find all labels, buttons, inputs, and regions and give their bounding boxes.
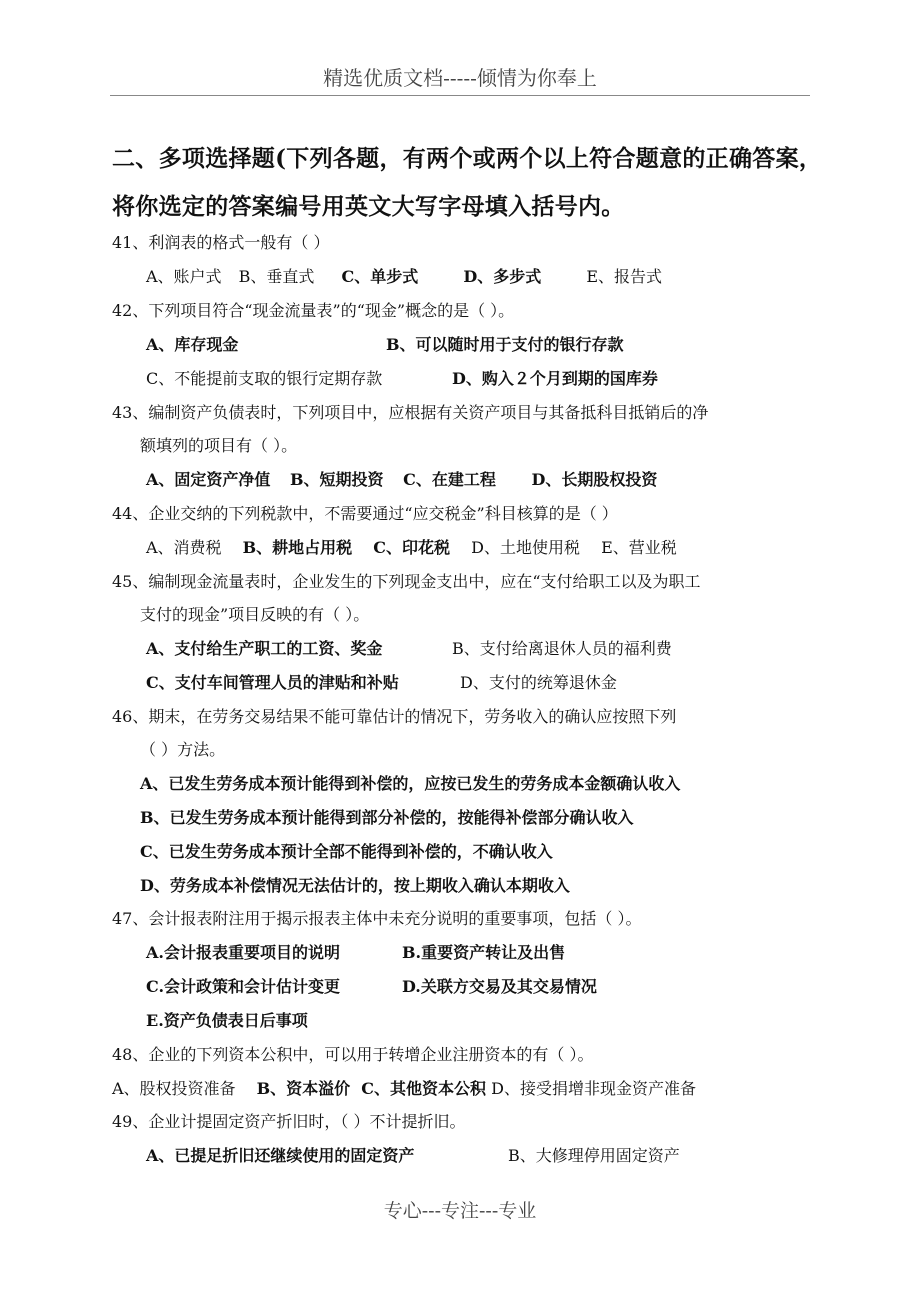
q44-stem: 44、企业交纳的下列税款中，不需要通过“应交税金”科目核算的是（ ） bbox=[112, 504, 618, 523]
q46-stem-line2: （ ）方法。 bbox=[140, 740, 226, 759]
q44-option-d: D、土地使用税 bbox=[471, 538, 580, 557]
q47-option-e: E.资产负债表日后事项 bbox=[146, 1011, 308, 1030]
q47-option-c: C.会计政策和会计估计变更 bbox=[146, 977, 341, 996]
q45-option-d: D、支付的统筹退休金 bbox=[460, 673, 617, 692]
q42-option-c: C、不能提前支取的银行定期存款 bbox=[146, 369, 383, 388]
q46-option-c: C、已发生劳务成本预计全部不能得到补偿的，不确认收入 bbox=[140, 842, 553, 861]
q49-option-b: B、大修理停用固定资产 bbox=[508, 1146, 680, 1165]
q43-option-a: A、固定资产净值 bbox=[146, 470, 271, 489]
q48-option-d: D、接受捐增非现金资产准备 bbox=[491, 1079, 696, 1098]
q46-stem-line1: 46、期末，在劳务交易结果不能可靠估计的情况下，劳务收入的确认应按照下列 bbox=[112, 707, 677, 726]
q43-option-c: C、在建工程 bbox=[403, 470, 496, 489]
q41-option-c: C、单步式 bbox=[341, 267, 419, 286]
q43-stem-line2: 额填列的项目有（ ）。 bbox=[140, 436, 298, 455]
q49-stem: 49、企业计提固定资产折旧时，（ ）不计提折旧。 bbox=[112, 1112, 466, 1131]
q44-options bbox=[146, 538, 677, 558]
q45-option-a: A、支付给生产职工的工资、奖金 bbox=[146, 639, 383, 658]
q48-options bbox=[112, 1079, 696, 1099]
q42-option-d: D、购入２个月到期的国库券 bbox=[452, 369, 658, 388]
q44-option-e: E、营业税 bbox=[601, 538, 677, 557]
q45-option-b: B、支付给离退休人员的福利费 bbox=[452, 639, 672, 658]
q43-stem-line1: 43、编制资产负债表时，下列项目中，应根据有关资产项目与其备抵科目抵销后的净 bbox=[112, 403, 709, 422]
header-divider bbox=[110, 95, 810, 96]
page-footer: 专心---专注---专业 bbox=[383, 1200, 537, 1222]
q48-stem: 48、企业的下列资本公积中，可以用于转增企业注册资本的有（ ）。 bbox=[112, 1045, 594, 1064]
q43-options bbox=[146, 470, 657, 490]
q44-option-c: C、印花税 bbox=[373, 538, 451, 557]
q41-option-a: A、账户式 bbox=[146, 267, 222, 286]
q48-option-b: B、资本溢价 bbox=[256, 1079, 351, 1098]
q48-option-c: C、其他资本公积 bbox=[361, 1079, 487, 1098]
q41-option-b: B、垂直式 bbox=[238, 267, 315, 286]
q45-stem-line1: 45、编制现金流量表时，企业发生的下列现金支出中，应在“支付给职工以及为职工 bbox=[112, 572, 701, 591]
section-title-line1: 二、多项选择题(下列各题，有两个或两个以上符合题意的正确答案， bbox=[112, 145, 823, 172]
q42-stem: 42、下列项目符合“现金流量表”的“现金”概念的是（ ）。 bbox=[112, 301, 515, 320]
q46-option-a: A、已发生劳务成本预计能得到补偿的，应按已发生的劳务成本金额确认收入 bbox=[140, 774, 681, 793]
page-header: 精选优质文档-----倾情为你奉上 bbox=[323, 66, 597, 90]
q45-option-c: C、支付车间管理人员的津贴和补贴 bbox=[146, 673, 399, 692]
q45-stem-line2: 支付的现金”项目反映的有（ ）。 bbox=[140, 605, 370, 624]
q44-option-a: A、消费税 bbox=[146, 538, 222, 557]
q42-option-b: B、可以随时用于支付的银行存款 bbox=[386, 335, 624, 354]
q43-option-b: B、短期投资 bbox=[290, 470, 384, 489]
q47-option-d: D.关联方交易及其交易情况 bbox=[402, 977, 597, 996]
q41-option-d: D、多步式 bbox=[463, 267, 542, 286]
q43-option-d: D、长期股权投资 bbox=[531, 470, 658, 489]
q42-option-a: A、库存现金 bbox=[146, 335, 239, 354]
q46-option-b: B、已发生劳务成本预计能得到部分补偿的，按能得补偿部分确认收入 bbox=[140, 808, 634, 827]
q41-option-e: E、报告式 bbox=[586, 267, 663, 286]
q41-stem: 41、利润表的格式一般有（ ） bbox=[112, 233, 330, 252]
q49-option-a: A、已提足折旧还继续使用的固定资产 bbox=[146, 1146, 415, 1165]
q44-option-b: B、耕地占用税 bbox=[242, 538, 353, 557]
q41-options bbox=[146, 267, 662, 287]
q46-option-d: D、劳务成本补偿情况无法估计的，按上期收入确认本期收入 bbox=[140, 876, 570, 895]
section-title-line2: 将你选定的答案编号用英文大写字母填入括号内。 bbox=[112, 193, 625, 220]
q47-option-a: A.会计报表重要项目的说明 bbox=[146, 943, 340, 962]
q47-option-b: B.重要资产转让及出售 bbox=[402, 943, 566, 962]
q48-option-a: A、股权投资准备 bbox=[112, 1079, 236, 1098]
q47-stem: 47、会计报表附注用于揭示报表主体中未充分说明的重要事项，包括（ ）。 bbox=[112, 909, 642, 928]
